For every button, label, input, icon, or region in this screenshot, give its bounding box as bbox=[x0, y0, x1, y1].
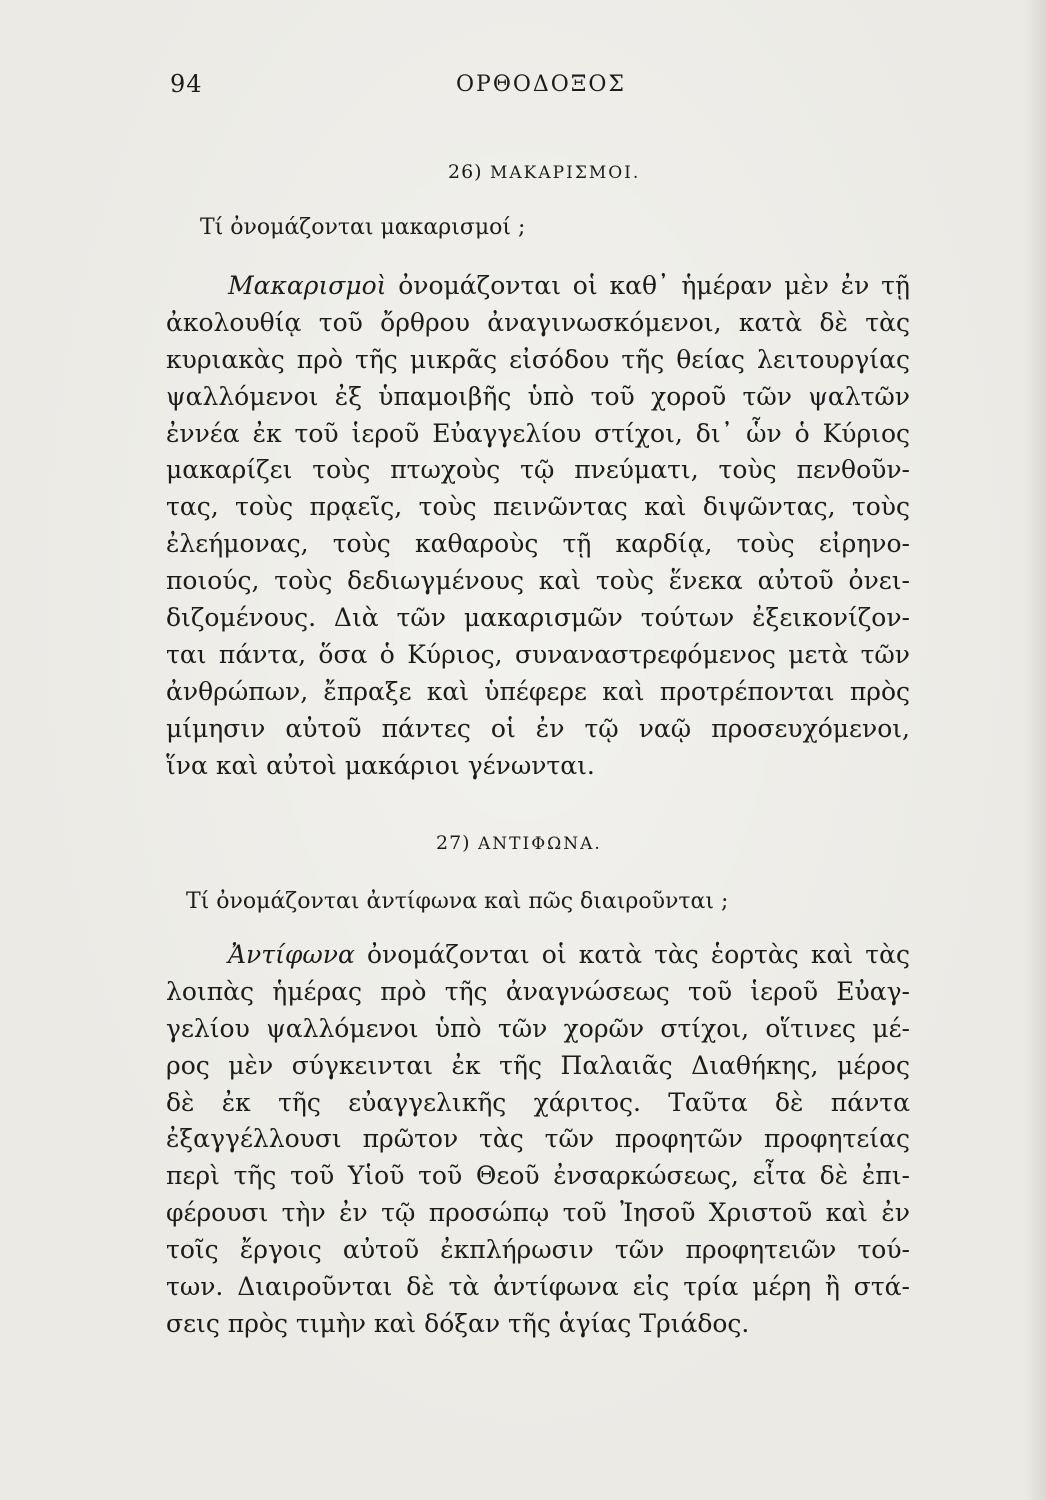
text-line: λοιπὰς ἡμέρας πρὸ τῆς ἀναγνώσεως τοῦ ἱεροῦ Εὐαγ- bbox=[166, 976, 910, 1006]
text-line: μακαρίζει τοὺς πτωχοὺς τῷ πνεύματι, τοὺς πενθοῦν- bbox=[166, 455, 910, 485]
text-line: μίμησιν αὐτοῦ πάντες οἱ ἐν τῷ ναῷ προσευχόμενοι, bbox=[166, 713, 910, 743]
text-line: γελίου ψαλλόμενοι ὑπὸ τῶν χορῶν στίχοι, οἵτινες μέ- bbox=[166, 1013, 910, 1043]
text-line: ἀκολουθίᾳ τοῦ ὄρθρου ἀναγινωσκόμενοι, κατὰ δὲ τὰς bbox=[166, 307, 910, 337]
section-title: ΑΝΤΙΦΩΝΑ. bbox=[478, 834, 602, 854]
text-line: ται πάντα, ὅσα ὁ Κύριος, συναναστρεφόμενος μετὰ τῶν bbox=[166, 639, 910, 669]
question-26: Τί ὀνομάζονται μακαρισμοί ; bbox=[200, 215, 526, 240]
question-27: Τί ὀνομάζονται ἀντίφωνα καὶ πῶς διαιροῦνται ; bbox=[186, 889, 729, 914]
text-line: Μακαρισμοὶ ὀνομάζονται οἱ καθ᾽ ἡμέραν μὲν ἐν τῇ bbox=[228, 271, 910, 300]
text-line: διζομένους. Διὰ τῶν μακαρισμῶν τούτων ἐξεικονίζον- bbox=[166, 603, 910, 633]
answer-paragraph-27 bbox=[166, 937, 910, 1343]
page-number: 94 bbox=[170, 70, 203, 98]
section-title: ΜΑΚΑΡΙΣΜΟΙ. bbox=[490, 163, 641, 183]
text-line: δὲ ἐκ τῆς εὐαγγελικῆς χάριτος. Ταῦτα δὲ πάντα bbox=[166, 1087, 910, 1117]
text-line: περὶ τῆς τοῦ Υἱοῦ τοῦ Θεοῦ ἐνσαρκώσεως, εἶτα δὲ ἐπι- bbox=[166, 1161, 910, 1191]
text-line: των. Διαιροῦνται δὲ τὰ ἀντίφωνα εἰς τρία μέρη ἢ στά- bbox=[166, 1272, 910, 1302]
text-line: ἐξαγγέλλουσι πρῶτον τὰς τῶν προφητῶν προφητείας bbox=[166, 1124, 910, 1154]
text-line: τας, τοὺς πρᾳεῖς, τοὺς πεινῶντας καὶ διψῶντας, τοὺς bbox=[166, 492, 910, 522]
section-heading-27 bbox=[436, 832, 602, 854]
text-line: ψαλλόμενοι ἐξ ὑπαμοιβῆς ὑπὸ τοῦ χοροῦ τῶν ψαλτῶν bbox=[166, 381, 910, 411]
text-line: ποιούς, τοὺς δεδιωγμένους καὶ τοὺς ἕνεκα αὐτοῦ ὀνει- bbox=[166, 566, 910, 596]
text-line: Ἀντίφωνα ὀνομάζονται οἱ κατὰ τὰς ἑορτὰς καὶ τὰς bbox=[228, 940, 910, 969]
section-number: 27) bbox=[436, 832, 471, 854]
text-line: ρος μὲν σύγκεινται ἐκ τῆς Παλαιᾶς Διαθήκης, μέρος bbox=[166, 1050, 910, 1080]
text-line: ἐννέα ἐκ τοῦ ἱεροῦ Εὐαγγελίου στίχοι, δι᾽ ὧν ὁ Κύριος bbox=[166, 418, 910, 448]
section-heading-26 bbox=[448, 161, 640, 183]
section-number: 26) bbox=[448, 161, 483, 183]
text-line: ἀνθρώπων, ἔπραξε καὶ ὑπέφερε καὶ προτρέπονται πρὸς bbox=[166, 676, 910, 706]
answer-paragraph-26 bbox=[166, 268, 910, 784]
running-title: ΟΡΘΟΔΟΞΟΣ bbox=[456, 72, 626, 97]
lead-word: Ἀντίφωνα bbox=[228, 940, 355, 969]
text-line: σεις πρὸς τιμὴν καὶ δόξαν τῆς ἁγίας Τριάδος. bbox=[166, 1308, 750, 1338]
text-line: ἐλεήμονας, τοὺς καθαροὺς τῇ καρδίᾳ, τοὺς εἰρηνο- bbox=[166, 529, 910, 559]
page-edge-shadow bbox=[1024, 0, 1046, 1500]
text-line: ἵνα καὶ αὐτοὶ μακάριοι γένωνται. bbox=[166, 750, 595, 780]
text-line: κυριακὰς πρὸ τῆς μικρᾶς εἰσόδου τῆς θείας λειτουργίας bbox=[166, 344, 910, 374]
lead-word: Μακαρισμοὶ bbox=[228, 271, 387, 300]
text-line: τοῖς ἔργοις αὐτοῦ ἐκπλήρωσιν τῶν προφητειῶν τού- bbox=[166, 1235, 910, 1265]
text-line: φέρουσι τὴν ἐν τῷ προσώπῳ τοῦ Ἰησοῦ Χριστοῦ καὶ ἐν bbox=[166, 1198, 910, 1228]
